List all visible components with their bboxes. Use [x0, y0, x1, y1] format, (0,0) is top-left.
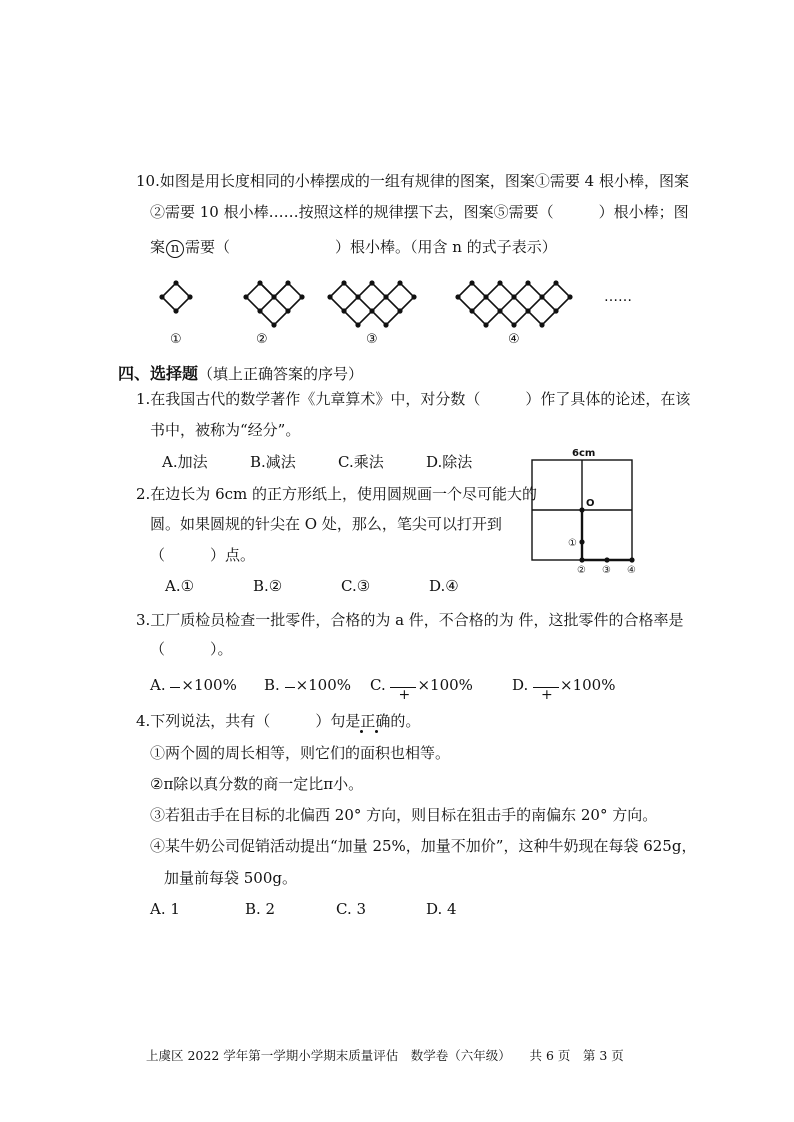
- pattern-ellipsis: ……: [604, 289, 632, 305]
- q3-option-c[interactable]: [370, 676, 473, 703]
- q4-option-b[interactable]: B. 2: [245, 900, 276, 918]
- q3-option-d-plus: +: [541, 686, 553, 703]
- q1-option-a[interactable]: A.加法: [162, 453, 208, 471]
- q3-option-a[interactable]: [150, 676, 237, 694]
- q3-option-d-label: D.: [512, 676, 534, 694]
- page-footer: 上虞区 2022 学年第一学期小学期末质量评估 数学卷（六年级） 共 6 页 第 3 页: [146, 1048, 624, 1063]
- q2-line2: 圆。如果圆规的针尖在 O 处，那么，笔尖可以打开到: [150, 515, 502, 533]
- q4-option-c[interactable]: C. 3: [336, 900, 367, 918]
- q3-option-b-label: B.: [264, 676, 285, 694]
- section-note: （填上正确答案的序号）: [198, 365, 364, 383]
- q2-option-d[interactable]: D.④: [429, 577, 459, 595]
- q3-option-c-label: C.: [370, 676, 391, 694]
- q3-option-c-percent: ×100%: [417, 676, 473, 694]
- q2-line1: 2.在边长为 6cm 的正方形纸上，使用圆规画一个尽可能大的: [136, 485, 538, 503]
- q4-item-4: ④某牛奶公司促销活动提出“加量 25%，加量不加价”，这种牛奶现在每袋 625g，: [150, 837, 697, 855]
- q10-line3-suffix: 需要（ ）根小棒。（用含 n 的式子表示）: [185, 238, 557, 256]
- q4-item-4-cont: 加量前每袋 500g。: [164, 869, 298, 887]
- q4-item-3: ③若狙击手在目标的北偏西 20° 方向，则目标在狙击手的南偏东 20° 方向。: [150, 806, 658, 824]
- section-title: 四、选择题: [118, 364, 199, 383]
- q4-line1: 4.下列说法，共有（ ）句是正确的。: [136, 712, 421, 730]
- q10-pattern-figure: [150, 265, 670, 355]
- q10-line2: ②需要 10 根小棒……按照这样的规律摆下去，图案⑤需要（ ）根小棒；图: [150, 203, 689, 221]
- q2-center-label: O: [586, 498, 595, 509]
- q10-line3-prefix: 案: [150, 238, 166, 256]
- q2-side-label: 6cm: [572, 448, 596, 459]
- pattern-label-3: ③: [366, 332, 378, 347]
- emphasis-dot: [375, 730, 378, 733]
- q1-option-d[interactable]: D.除法: [426, 453, 473, 471]
- q1-line1: 1.在我国古代的数学著作《九章算术》中，对分数（ ）作了具体的论述，在该: [136, 390, 691, 408]
- q2-point-4: ④: [627, 565, 636, 576]
- q10-line3: [150, 236, 557, 258]
- q2-line3: （ ）点。: [150, 546, 256, 564]
- q4-item-1: ①两个圆的周长相等，则它们的面积也相等。: [150, 744, 451, 762]
- pattern-label-4: ④: [508, 332, 520, 347]
- q2-option-b[interactable]: B.②: [253, 577, 283, 595]
- q3-option-a-frac: [170, 679, 180, 688]
- section-heading: [118, 361, 363, 384]
- q3-option-d-frac: [533, 679, 559, 703]
- q3-option-d[interactable]: [512, 676, 616, 703]
- q4-item-2: ②π除以真分数的商一定比π小。: [150, 775, 364, 793]
- q3-option-d-percent: ×100%: [560, 676, 616, 694]
- q3-line1: 3.工厂质检员检查一批零件，合格的为 a 件，不合格的为 件，这批零件的合格率是: [136, 611, 684, 629]
- q3-option-b-frac: [285, 679, 295, 688]
- q3-option-a-label: A.: [150, 676, 171, 694]
- q2-option-a[interactable]: A.①: [165, 577, 195, 595]
- pattern-label-2: ②: [256, 332, 268, 347]
- q3-option-b-percent: ×100%: [295, 676, 352, 694]
- q3-option-b[interactable]: [264, 676, 351, 694]
- circled-n: n: [166, 240, 184, 258]
- emphasis-dots: [360, 730, 400, 734]
- pattern-label-1: ①: [170, 332, 182, 347]
- q2-point-1: ①: [568, 538, 577, 549]
- q2-point-2: ②: [577, 565, 586, 576]
- q3-line2: （ ）。: [150, 640, 233, 658]
- q2-point-3: ③: [602, 565, 611, 576]
- q4-option-d[interactable]: D. 4: [426, 900, 457, 918]
- q10-line1: 10.如图是用长度相同的小棒摆成的一组有规律的图案，图案①需要 4 根小棒，图案: [136, 172, 689, 190]
- q3-option-c-plus: +: [398, 686, 411, 703]
- q1-option-c[interactable]: C.乘法: [338, 453, 384, 471]
- q3-option-a-percent: ×100%: [181, 676, 237, 694]
- q1-option-b[interactable]: B.减法: [250, 453, 296, 471]
- emphasis-dot: [360, 730, 363, 733]
- q2-square-figure: [528, 446, 658, 576]
- q4-option-a[interactable]: A. 1: [150, 900, 180, 918]
- q2-option-c[interactable]: C.③: [341, 577, 371, 595]
- q3-option-c-frac: [390, 679, 416, 703]
- q1-line2: 书中，被称为“经分”。: [150, 421, 301, 439]
